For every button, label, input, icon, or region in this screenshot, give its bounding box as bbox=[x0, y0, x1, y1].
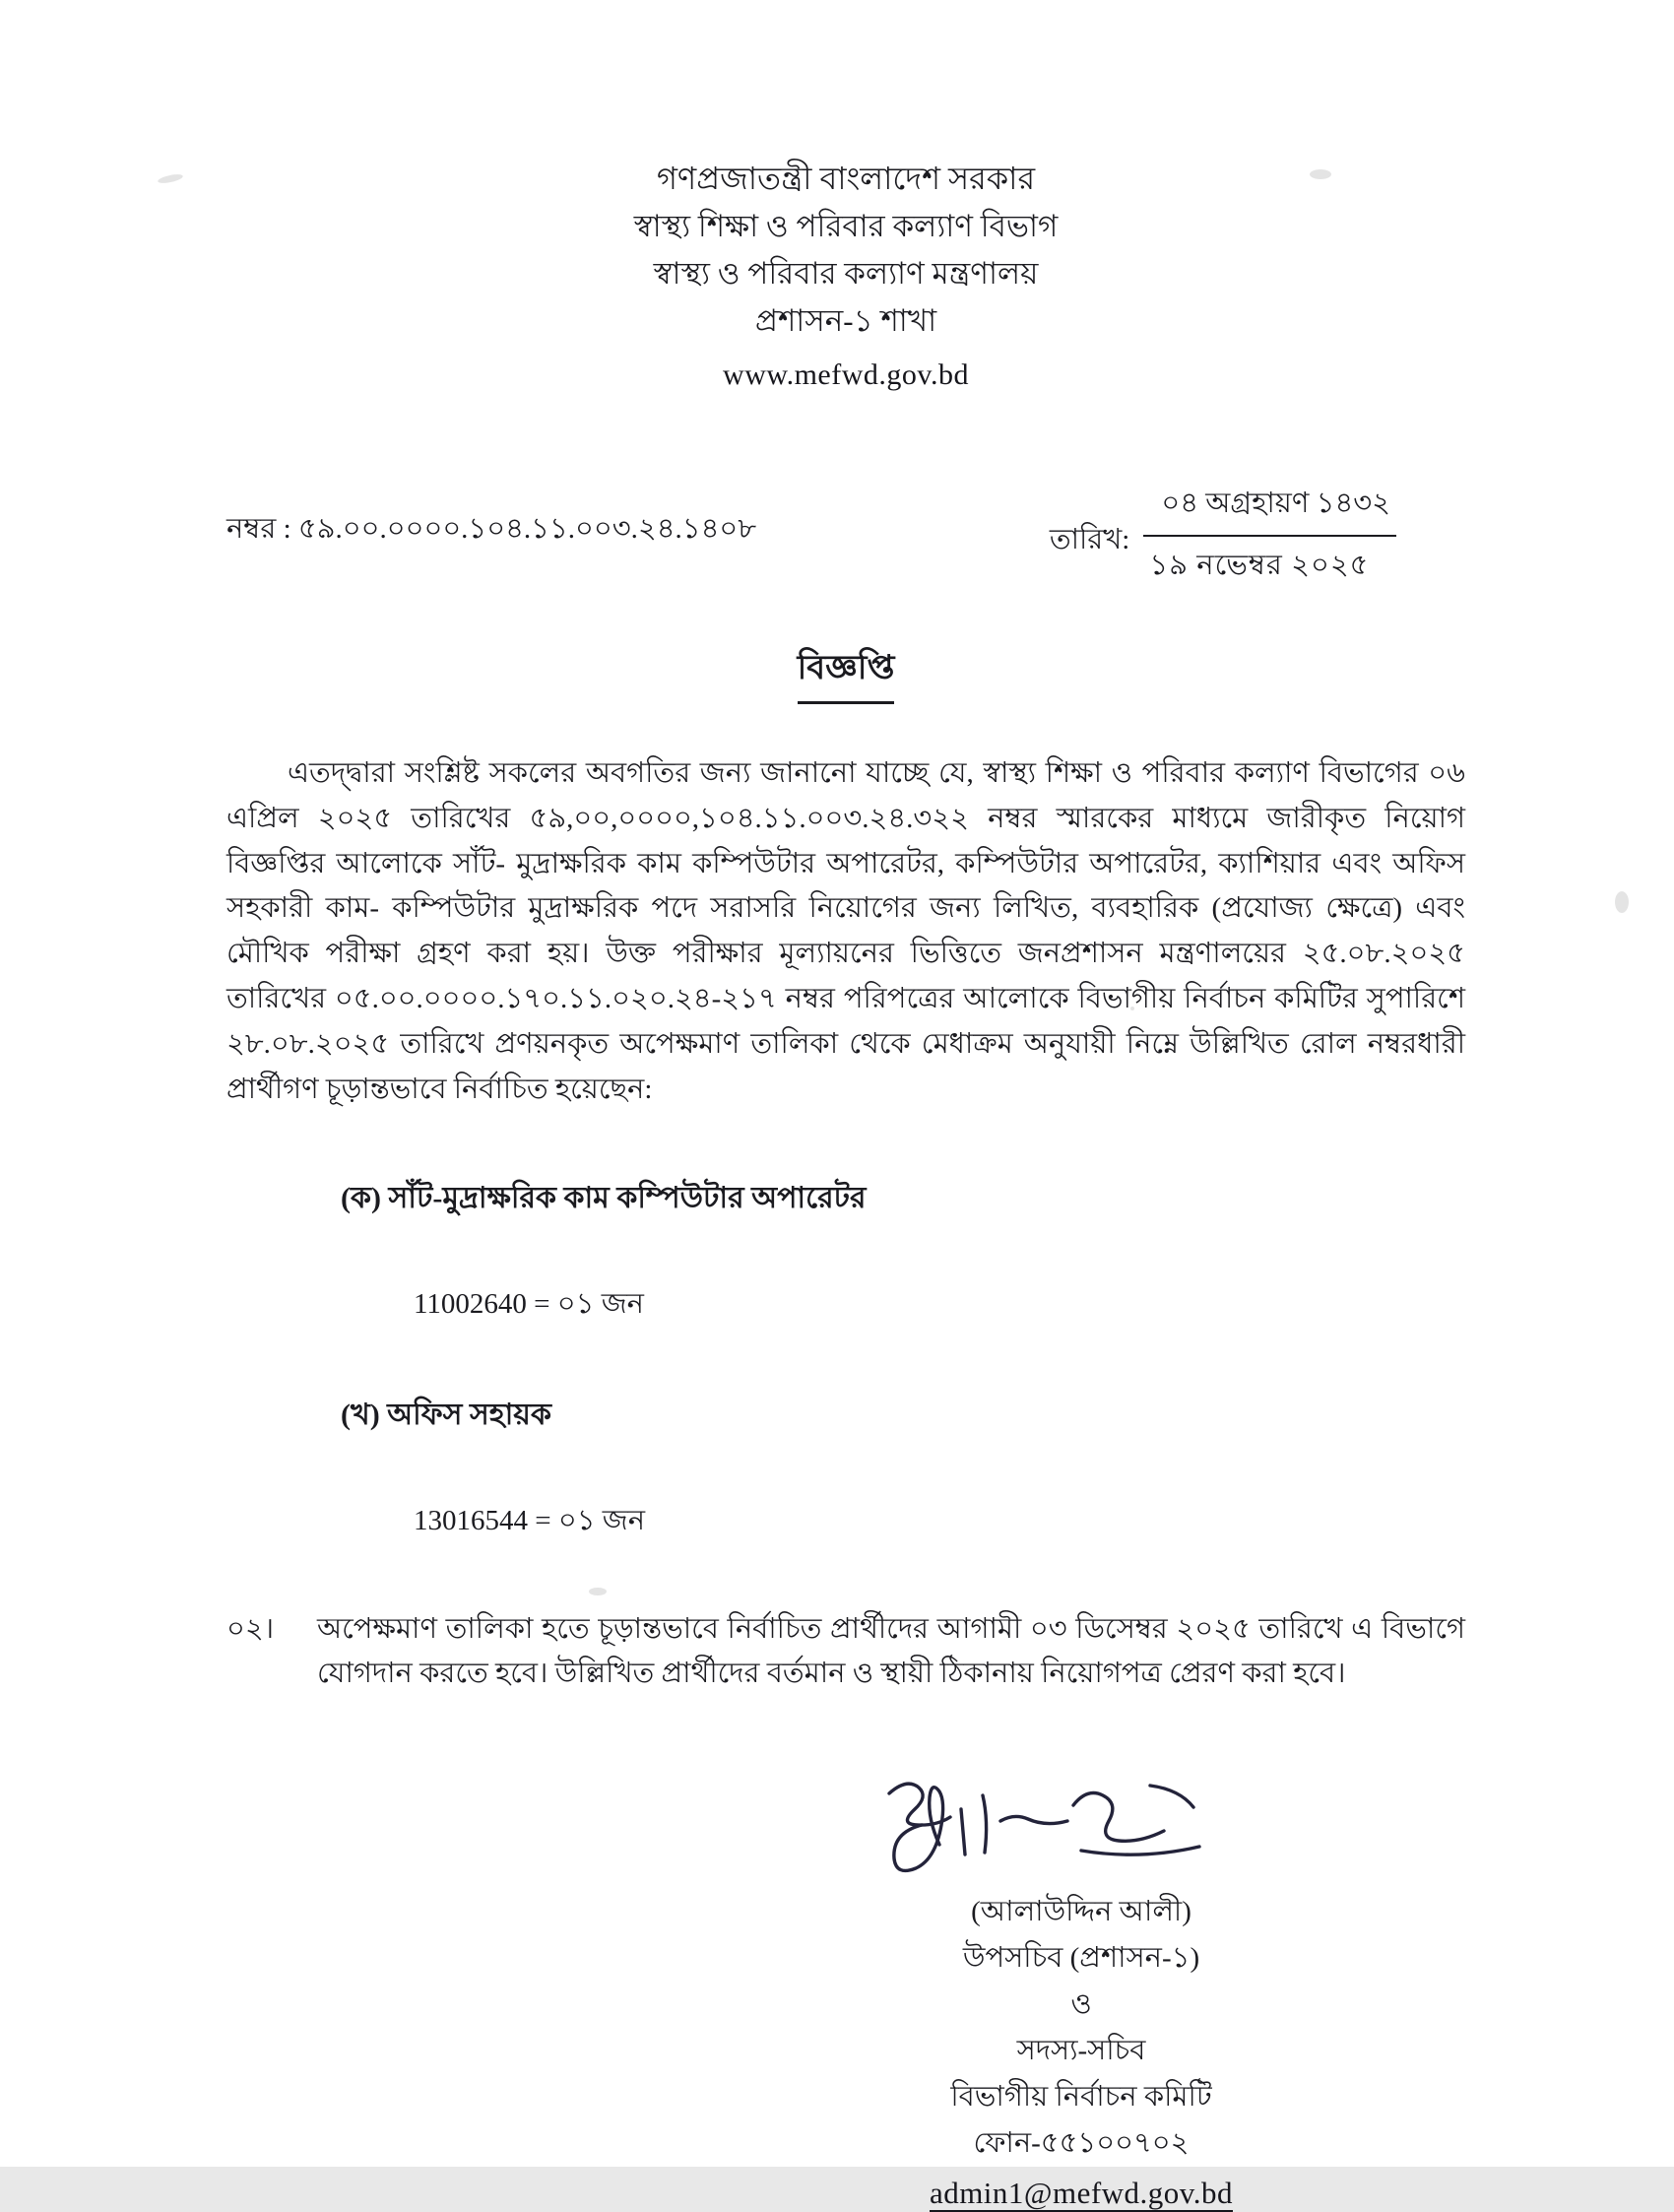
section-a-result: 11002640 = ০১ জন bbox=[414, 1287, 644, 1320]
date-label: তারিখ: bbox=[1049, 523, 1130, 555]
date-gregorian-calendar: ১৯ নভেম্বর ২০২৫ bbox=[1143, 535, 1396, 591]
signatory-conjunction: ও bbox=[1070, 1988, 1092, 2021]
scan-artifact bbox=[158, 172, 184, 184]
title-wrap bbox=[226, 642, 1465, 704]
letterhead bbox=[226, 163, 1465, 390]
section-b-result: 13016544 = ০১ জন bbox=[414, 1504, 646, 1536]
section-b-heading: (খ) অফিস সহায়ক bbox=[341, 1398, 551, 1431]
ministry-name: স্বাস্থ্য ও পরিবার কল্যাণ মন্ত্রণালয় bbox=[653, 256, 1039, 291]
letter-content bbox=[226, 163, 1465, 2212]
date-block bbox=[1050, 481, 1396, 591]
section-a-heading: (ক) সাঁট-মুদ্রাক্ষরিক কাম কম্পিউটার অপারেটর bbox=[341, 1181, 867, 1214]
signatory-committee: বিভাগীয় নির্বাচন কমিটি bbox=[950, 2081, 1212, 2114]
memo-number: নম্বর : ৫৯.০০.০০০০.১০৪.১১.০০৩.২৪.১৪০৮ bbox=[226, 513, 757, 545]
body-paragraph-1: এতদ্দ্বারা সংশ্লিষ্ট সকলের অবগতির জন্য জানানো যাচ্ছে যে, স্বাস্থ্য শিক্ষা ও পরিবার কল্যাণ বিভাগের ০৬ এপ্রিল ২০২৫ তারিখের ৫৯,০০,০০০০,১০৪.১১.০০৩.২৪.৩২২ নম্বর স্মারকের মাধ্যমে জারীকৃত নিয়োগ বিজ্ঞপ্তির আলোকে সাঁট- মুদ্রাক্ষরিক কাম কম্পিউটার অপারেটর, কম্পিউটার অপারেটর, ক্যাশিয়ার এবং অফিস সহকারী কাম- কম্পিউটার মুদ্রাক্ষরিক পদে সরাসরি নিয়োগের জন্য লিখিত, ব্যবহারিক (প্রযোজ্য ক্ষেত্রে) এবং মৌখিক পরীক্ষা গ্রহণ করা হয়। উক্ত পরীক্ষার মূল্যায়নের ভিত্তিতে জনপ্রশাসন মন্ত্রণালয়ের ২৫.০৮.২০২৫ তারিখের ০৫.০০.০০০০.১৭০.১১.০২০.২৪-২১৭ নম্বর পরিপত্রের আলোকে বিভাগীয় নির্বাচন কমিটির সুপারিশে ২৮.০৮.২০২৫ তারিখে প্রণয়নকৃত অপেক্ষমাণ তালিকা থেকে মেধাক্রম অনুযায়ী নিম্নে উল্লিখিত রোল নম্বরধারী প্রার্থীগণ চূড়ান্তভাবে নির্বাচিত হয়েছেন: bbox=[226, 757, 1465, 1105]
scan-artifact bbox=[1615, 891, 1629, 913]
date-values bbox=[1143, 481, 1396, 591]
signatory-name: (আলাউদ্দিন আলী) bbox=[971, 1896, 1191, 1928]
handwritten-signature-icon bbox=[835, 1766, 1249, 1884]
paragraph-2-text: অপেক্ষমাণ তালিকা হতে চূড়ান্তভাবে নির্বাচিত প্রার্থীদের আগামী ০৩ ডিসেম্বর ২০২৫ তারিখে এ বিভাগে যোগদান করতে হবে। উল্লিখিত প্রার্থীদের বর্তমান ও স্থায়ী ঠিকানায় নিয়োগপত্র প্রেরণ করা হবে। bbox=[317, 1612, 1465, 1690]
page-title: বিজ্ঞপ্তি bbox=[798, 642, 895, 704]
email-link[interactable]: admin1@mefwd.gov.bd bbox=[929, 2176, 1234, 2211]
signatory-phone: ফোন-৫৫১০০৭০২ bbox=[973, 2127, 1190, 2160]
memo-and-date-row bbox=[226, 481, 1465, 591]
signatory-role-2: সদস্য-সচিব bbox=[1016, 2035, 1146, 2067]
website-link[interactable]: www.mefwd.gov.bd bbox=[723, 358, 969, 391]
division-name: স্বাস্থ্য শিক্ষা ও পরিবার কল্যাণ বিভাগ bbox=[633, 209, 1059, 243]
signatory-designation: উপসচিব (প্রশাসন-১) bbox=[962, 1942, 1200, 1975]
government-name: গণপ্রজাতন্ত্রী বাংলাদেশ সরকার bbox=[656, 161, 1036, 196]
signature-block bbox=[805, 1766, 1357, 2212]
paragraph-2-number: ০২। bbox=[226, 1612, 275, 1645]
body-paragraph-2 bbox=[226, 1607, 1465, 1698]
signature-image bbox=[805, 1766, 1357, 1884]
date-bangla-calendar: ০৪ অগ্রহায়ণ ১৪৩২ bbox=[1161, 488, 1390, 519]
branch-name: প্রশাসন-১ শাখা bbox=[754, 303, 937, 338]
